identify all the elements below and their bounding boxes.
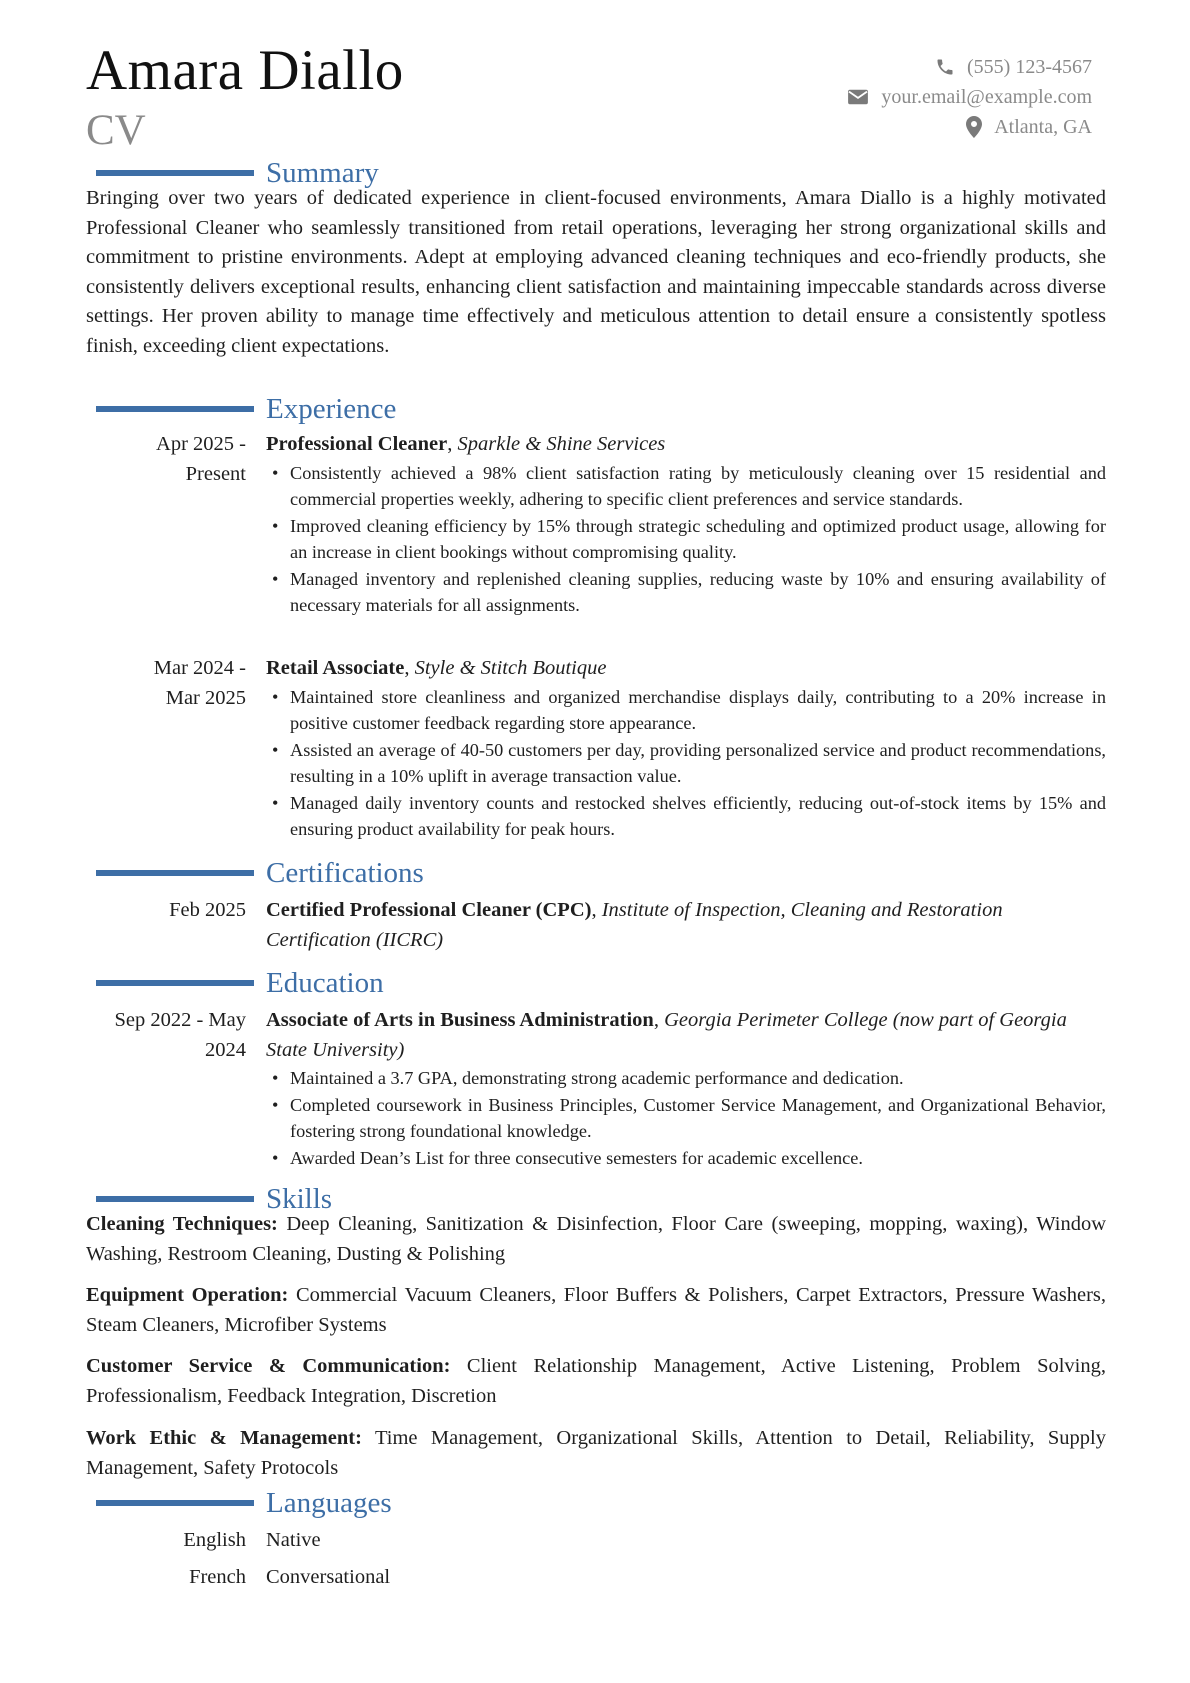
contact-block	[847, 52, 1092, 142]
section-title-skills: Skills	[266, 1183, 333, 1215]
contact-location	[847, 112, 1092, 142]
entry-date: Feb 2025	[169, 899, 246, 921]
list-item: • Managed inventory and replenished cleaning supplies, reducing waste by 10% and ensuring availability of necessary materials for all assignments.	[266, 566, 1106, 619]
summary-text: Bringing over two years of dedicated experience in client-focused environments, Amara Diallo is a highly motivated Professional Cleaner who seamlessly transitioned from retail operations, leveraging her strong organizational skills and commitment to pristine environments. Adept at employing advanced cleaning techniques and eco-friendly products, she consistently delivers exceptional results, enhancing client satisfaction and maintaining impeccable standards across diverse settings. Her proven ability to manage time effectively and meticulous attention to detail ensure a consistently spotless finish, exceeding client expectations.	[86, 187, 1106, 357]
language-level: Conversational	[266, 1566, 391, 1588]
skill-group	[86, 1281, 1106, 1340]
section-title-experience: Experience	[266, 393, 397, 425]
contact-email[interactable]	[847, 82, 1092, 112]
job-org: Sparkle & Shine Services	[457, 433, 666, 455]
section-divider	[96, 170, 254, 176]
email-text: your.email@example.com	[881, 85, 1092, 108]
job-role: Professional Cleaner	[266, 433, 448, 455]
entry-body	[266, 896, 1106, 955]
entry-body	[266, 1006, 1106, 1171]
section-education	[86, 966, 384, 1000]
entry-date	[86, 1006, 246, 1065]
section-languages	[86, 1486, 392, 1520]
language-name: English	[183, 1529, 246, 1551]
date-end: 2024	[205, 1038, 246, 1061]
section-experience	[86, 392, 396, 426]
skill-label: Cleaning Techniques:	[86, 1213, 278, 1235]
section-title-certifications: Certifications	[266, 857, 424, 889]
section-title-summary: Summary	[266, 157, 379, 189]
date-start: Sep 2022 - May	[114, 1009, 246, 1031]
entry-date	[86, 654, 246, 713]
document-subtitle: CV	[86, 107, 146, 154]
bullet-list	[266, 460, 1106, 619]
section-title-languages: Languages	[266, 1487, 392, 1519]
language-level: Native	[266, 1529, 321, 1551]
job-org: Style & Stitch Boutique	[414, 657, 607, 679]
language-row	[86, 1526, 686, 1556]
bullet-list	[266, 1065, 1106, 1171]
candidate-name: Amara Diallo	[86, 39, 404, 102]
skill-value: Commercial Vacuum Cleaners, Floor Buffers & Polishers, Carpet Extractors, Pressure Washers, Steam Cleaners, Microfiber Systems	[86, 1284, 1106, 1336]
skill-label: Work Ethic & Management:	[86, 1427, 362, 1449]
entry-title: Professional Cleaner, Sparkle & Shine Services	[266, 433, 666, 455]
cert-title: Certified Professional Cleaner (CPC)	[266, 899, 592, 921]
entry-title: Certified Professional Cleaner (CPC), Institute of Inspection, Cleaning and Restoration Certification (IICRC)	[266, 899, 1003, 951]
date-end: Present	[185, 462, 246, 485]
skill-group	[86, 1210, 1106, 1269]
list-item: • Assisted an average of 40-50 customers per day, providing personalized service and product recommendations, resulting in a 10% uplift in average transaction value.	[266, 737, 1106, 790]
section-divider	[96, 1196, 254, 1202]
list-item: • Improved cleaning efficiency by 15% through strategic scheduling and optimized product usage, allowing for an increase in client bookings without compromising quality.	[266, 513, 1106, 566]
envelope-icon	[847, 88, 869, 106]
section-title-education: Education	[266, 967, 384, 999]
skill-value: Client Relationship Management, Active Listening, Problem Solving, Professionalism, Feedback Integration, Discretion	[86, 1355, 1106, 1407]
map-pin-icon	[966, 116, 982, 138]
section-divider	[96, 406, 254, 412]
phone-icon	[935, 57, 955, 77]
section-divider	[96, 870, 254, 876]
skill-group	[86, 1352, 1106, 1411]
contact-phone[interactable]	[847, 52, 1092, 82]
list-item: • Maintained a 3.7 GPA, demonstrating strong academic performance and dedication.	[266, 1065, 1106, 1092]
phone-text: (555) 123-4567	[967, 55, 1092, 78]
section-divider	[96, 980, 254, 986]
skill-label: Equipment Operation:	[86, 1284, 289, 1306]
date-end: Mar 2025	[165, 686, 246, 709]
degree-title: Associate of Arts in Business Administration	[266, 1009, 654, 1031]
entry-date	[86, 430, 246, 489]
language-name: French	[189, 1566, 246, 1588]
list-item: • Completed coursework in Business Principles, Customer Service Management, and Organizational Behavior, fostering strong foundational knowledge.	[266, 1092, 1106, 1145]
list-item: • Maintained store cleanliness and organized merchandise displays daily, contributing to a 20% increase in positive customer feedback regarding store appearance.	[266, 684, 1106, 737]
entry-body	[266, 654, 1106, 843]
date-start: Apr 2025 -	[156, 433, 246, 455]
list-item: • Managed daily inventory counts and restocked shelves efficiently, reducing out-of-stock items by 15% and ensuring product availability for peak hours.	[266, 790, 1106, 843]
skill-label: Customer Service & Communication:	[86, 1355, 451, 1377]
location-text: Atlanta, GA	[994, 115, 1092, 138]
list-item: • Consistently achieved a 98% client satisfaction rating by meticulously cleaning over 15 residential and commercial properties weekly, adhering to specific client preferences and service standards.	[266, 460, 1106, 513]
section-certifications	[86, 856, 424, 890]
skill-group	[86, 1424, 1106, 1483]
cert-org: Institute of Inspection, Cleaning and Restoration Certification (IICRC)	[266, 899, 1003, 951]
school-name: Georgia Perimeter College (now part of Georgia State University)	[266, 1009, 1067, 1061]
skill-value: Time Management, Organizational Skills, Attention to Detail, Reliability, Supply Management, Safety Protocols	[86, 1427, 1106, 1479]
entry-body	[266, 430, 1106, 619]
job-role: Retail Associate	[266, 657, 405, 679]
skill-value: Deep Cleaning, Sanitization & Disinfection, Floor Care (sweeping, mopping, waxing), Window Washing, Restroom Cleaning, Dusting & Polishing	[86, 1213, 1106, 1265]
entry-title: Associate of Arts in Business Administration, Georgia Perimeter College (now part of Georgia State University)	[266, 1009, 1067, 1061]
bullet-list	[266, 684, 1106, 843]
entry-title: Retail Associate, Style & Stitch Boutique	[266, 657, 607, 679]
language-row	[86, 1563, 686, 1593]
date-start: Mar 2024 -	[153, 657, 246, 679]
section-divider	[96, 1500, 254, 1506]
list-item: • Awarded Dean’s List for three consecutive semesters for academic excellence.	[266, 1145, 1106, 1172]
